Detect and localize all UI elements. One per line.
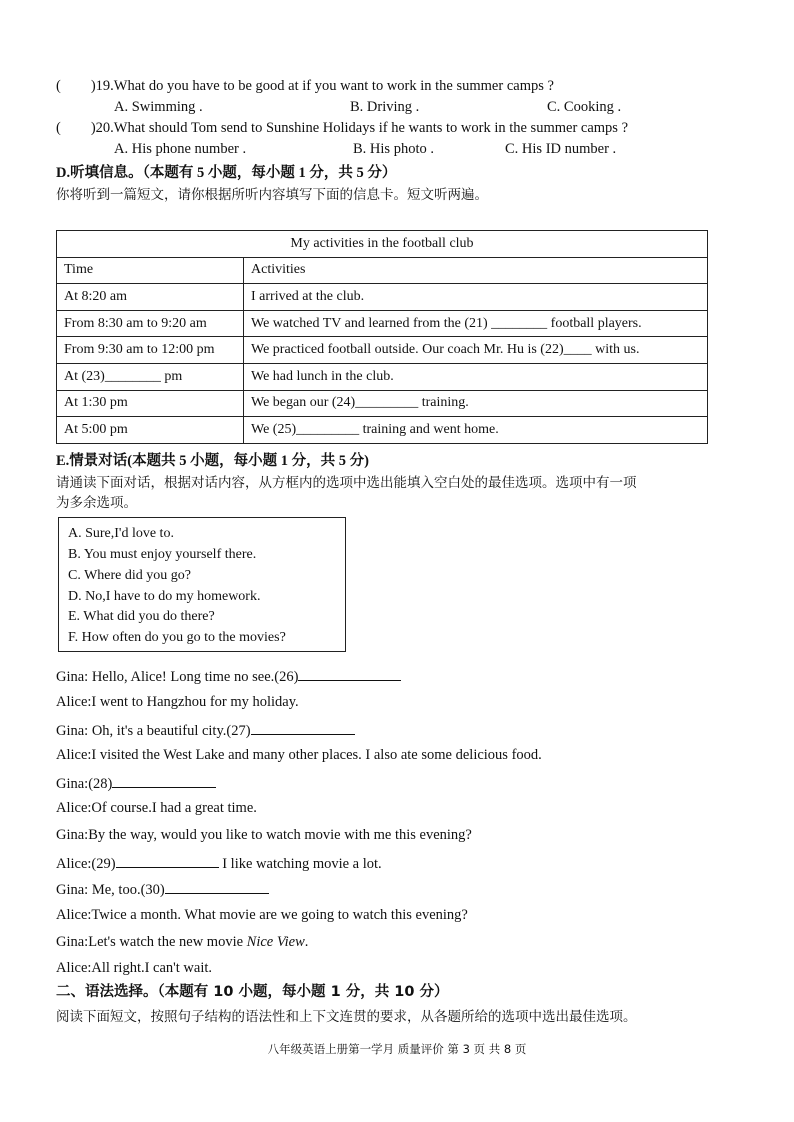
dialogue-line: Alice:I went to Hangzhou for my holiday. — [56, 694, 299, 710]
table-row — [57, 284, 708, 311]
activity-cell: I arrived at the club. — [244, 284, 708, 311]
q19-option-b: B. Driving . — [350, 99, 420, 115]
dialogue-text: Gina: Oh, it's a beautiful city.(27) — [56, 723, 251, 739]
dialogue-line-27 — [56, 720, 355, 740]
table-row — [57, 417, 708, 444]
time-cell: At 5:00 pm — [57, 417, 244, 444]
dialogue-line: Gina:By the way, would you like to watch movie with me this evening? — [56, 827, 472, 843]
q20-option-b: B. His photo . — [353, 141, 434, 157]
movie-title: Nice View — [246, 934, 305, 950]
q20-option-a: A. His phone number . — [114, 141, 247, 157]
table-row — [57, 363, 708, 390]
section-2-title: 二、语法选择。（本题有 10 小题，每小题 1 分，共 10 分） — [56, 984, 449, 1000]
section-d-title: D.听填信息。（本题有 5 小题，每小题 1 分，共 5 分） — [56, 165, 397, 181]
section-e-instruction-2: 为多余选项。 — [56, 495, 137, 511]
section-e-title: E.情景对话(本题共 5 小题，每小题 1 分，共 5 分) — [56, 453, 369, 469]
table-row — [57, 390, 708, 417]
dialogue-line-28 — [56, 773, 216, 793]
dialogue-text: Gina: Hello, Alice! Long time no see.(26) — [56, 669, 299, 685]
section-e-instruction-1: 请通读下面对话，根据对话内容，从方框内的选项中选出能填入空白处的最佳选项。选项中有一项 — [56, 475, 637, 491]
option-f: F. How often do you go to the movies? — [68, 630, 286, 645]
time-cell: From 9:30 am to 12:00 pm — [57, 337, 244, 364]
question-19-text: )19.What do you have to be good at if you want to work in the summer camps ? — [90, 78, 554, 94]
table-row — [57, 337, 708, 364]
q20-option-c: C. His ID number . — [505, 141, 617, 157]
option-a: A. Sure,I'd love to. — [68, 526, 174, 541]
answer-paren-open: ( — [56, 120, 61, 136]
dialogue-line-26 — [56, 666, 401, 686]
options-box — [58, 517, 346, 652]
answer-blank[interactable] — [116, 853, 219, 868]
dialogue-line: Alice:Twice a month. What movie are we going to watch this evening? — [56, 907, 468, 923]
activity-cell: We began our (24)_________ training. — [244, 390, 708, 417]
activity-cell: We had lunch in the club. — [244, 363, 708, 390]
header-time: Time — [57, 257, 244, 284]
q19-option-c: C. Cooking . — [547, 99, 622, 115]
option-b: B. You must enjoy yourself there. — [68, 547, 257, 562]
time-cell: At 8:20 am — [57, 284, 244, 311]
activity-cell: We (25)_________ training and went home. — [244, 417, 708, 444]
table-header-row — [57, 257, 708, 284]
table-title: My activities in the football club — [57, 231, 708, 258]
dialogue-line-30 — [56, 879, 269, 899]
time-cell: At (23)________ pm — [57, 363, 244, 390]
dialogue-text-after: I like watching movie a lot. — [218, 856, 382, 872]
answer-blank[interactable] — [165, 879, 269, 894]
dialogue-text: Alice:(29) — [56, 856, 116, 872]
time-cell: At 1:30 pm — [57, 390, 244, 417]
table-row — [57, 310, 708, 337]
dialogue-text-after: . — [304, 934, 309, 950]
activity-cell: We watched TV and learned from the (21) ________ football players. — [244, 310, 708, 337]
dialogue-text: Gina:(28) — [56, 776, 113, 792]
section-2-instruction: 阅读下面短文，按照句子结构的语法性和上下文连贯的要求，从各题所给的选项中选出最佳选项。 — [56, 1009, 637, 1025]
dialogue-line: Alice:I visited the West Lake and many other places. I also ate some delicious food. — [56, 747, 542, 763]
question-20-text: )20.What should Tom send to Sunshine Holidays if he wants to work in the summer camps ? — [90, 120, 629, 136]
section-d-instruction: 你将听到一篇短文，请你根据所听内容填写下面的信息卡。短文听两遍。 — [56, 187, 488, 203]
table-title-row — [57, 231, 708, 258]
dialogue-text: Gina:Let's watch the new movie — [56, 934, 247, 950]
answer-paren-open: ( — [56, 78, 61, 94]
dialogue-text: Gina: Me, too.(30) — [56, 882, 165, 898]
answer-blank[interactable] — [251, 720, 355, 735]
answer-blank[interactable] — [112, 773, 216, 788]
q19-option-a: A. Swimming . — [114, 99, 203, 115]
answer-blank[interactable] — [298, 666, 401, 681]
info-card-table — [56, 230, 708, 444]
header-activities: Activities — [244, 257, 708, 284]
question-20 — [56, 119, 628, 137]
dialogue-line: Alice:Of course.I had a great time. — [56, 800, 257, 816]
option-c: C. Where did you go? — [68, 568, 191, 583]
dialogue-line-29 — [56, 853, 382, 873]
time-cell: From 8:30 am to 9:20 am — [57, 310, 244, 337]
option-e: E. What did you do there? — [68, 609, 215, 624]
dialogue-line: Alice:All right.I can't wait. — [56, 960, 213, 976]
page-footer: 八年级英语上册第一学月 质量评价 第 3 页 共 8 页 — [267, 1042, 527, 1056]
option-d: D. No,I have to do my homework. — [68, 589, 261, 604]
activity-cell: We practiced football outside. Our coach Mr. Hu is (22)____ with us. — [244, 337, 708, 364]
dialogue-line — [56, 933, 308, 951]
question-19 — [56, 77, 554, 95]
